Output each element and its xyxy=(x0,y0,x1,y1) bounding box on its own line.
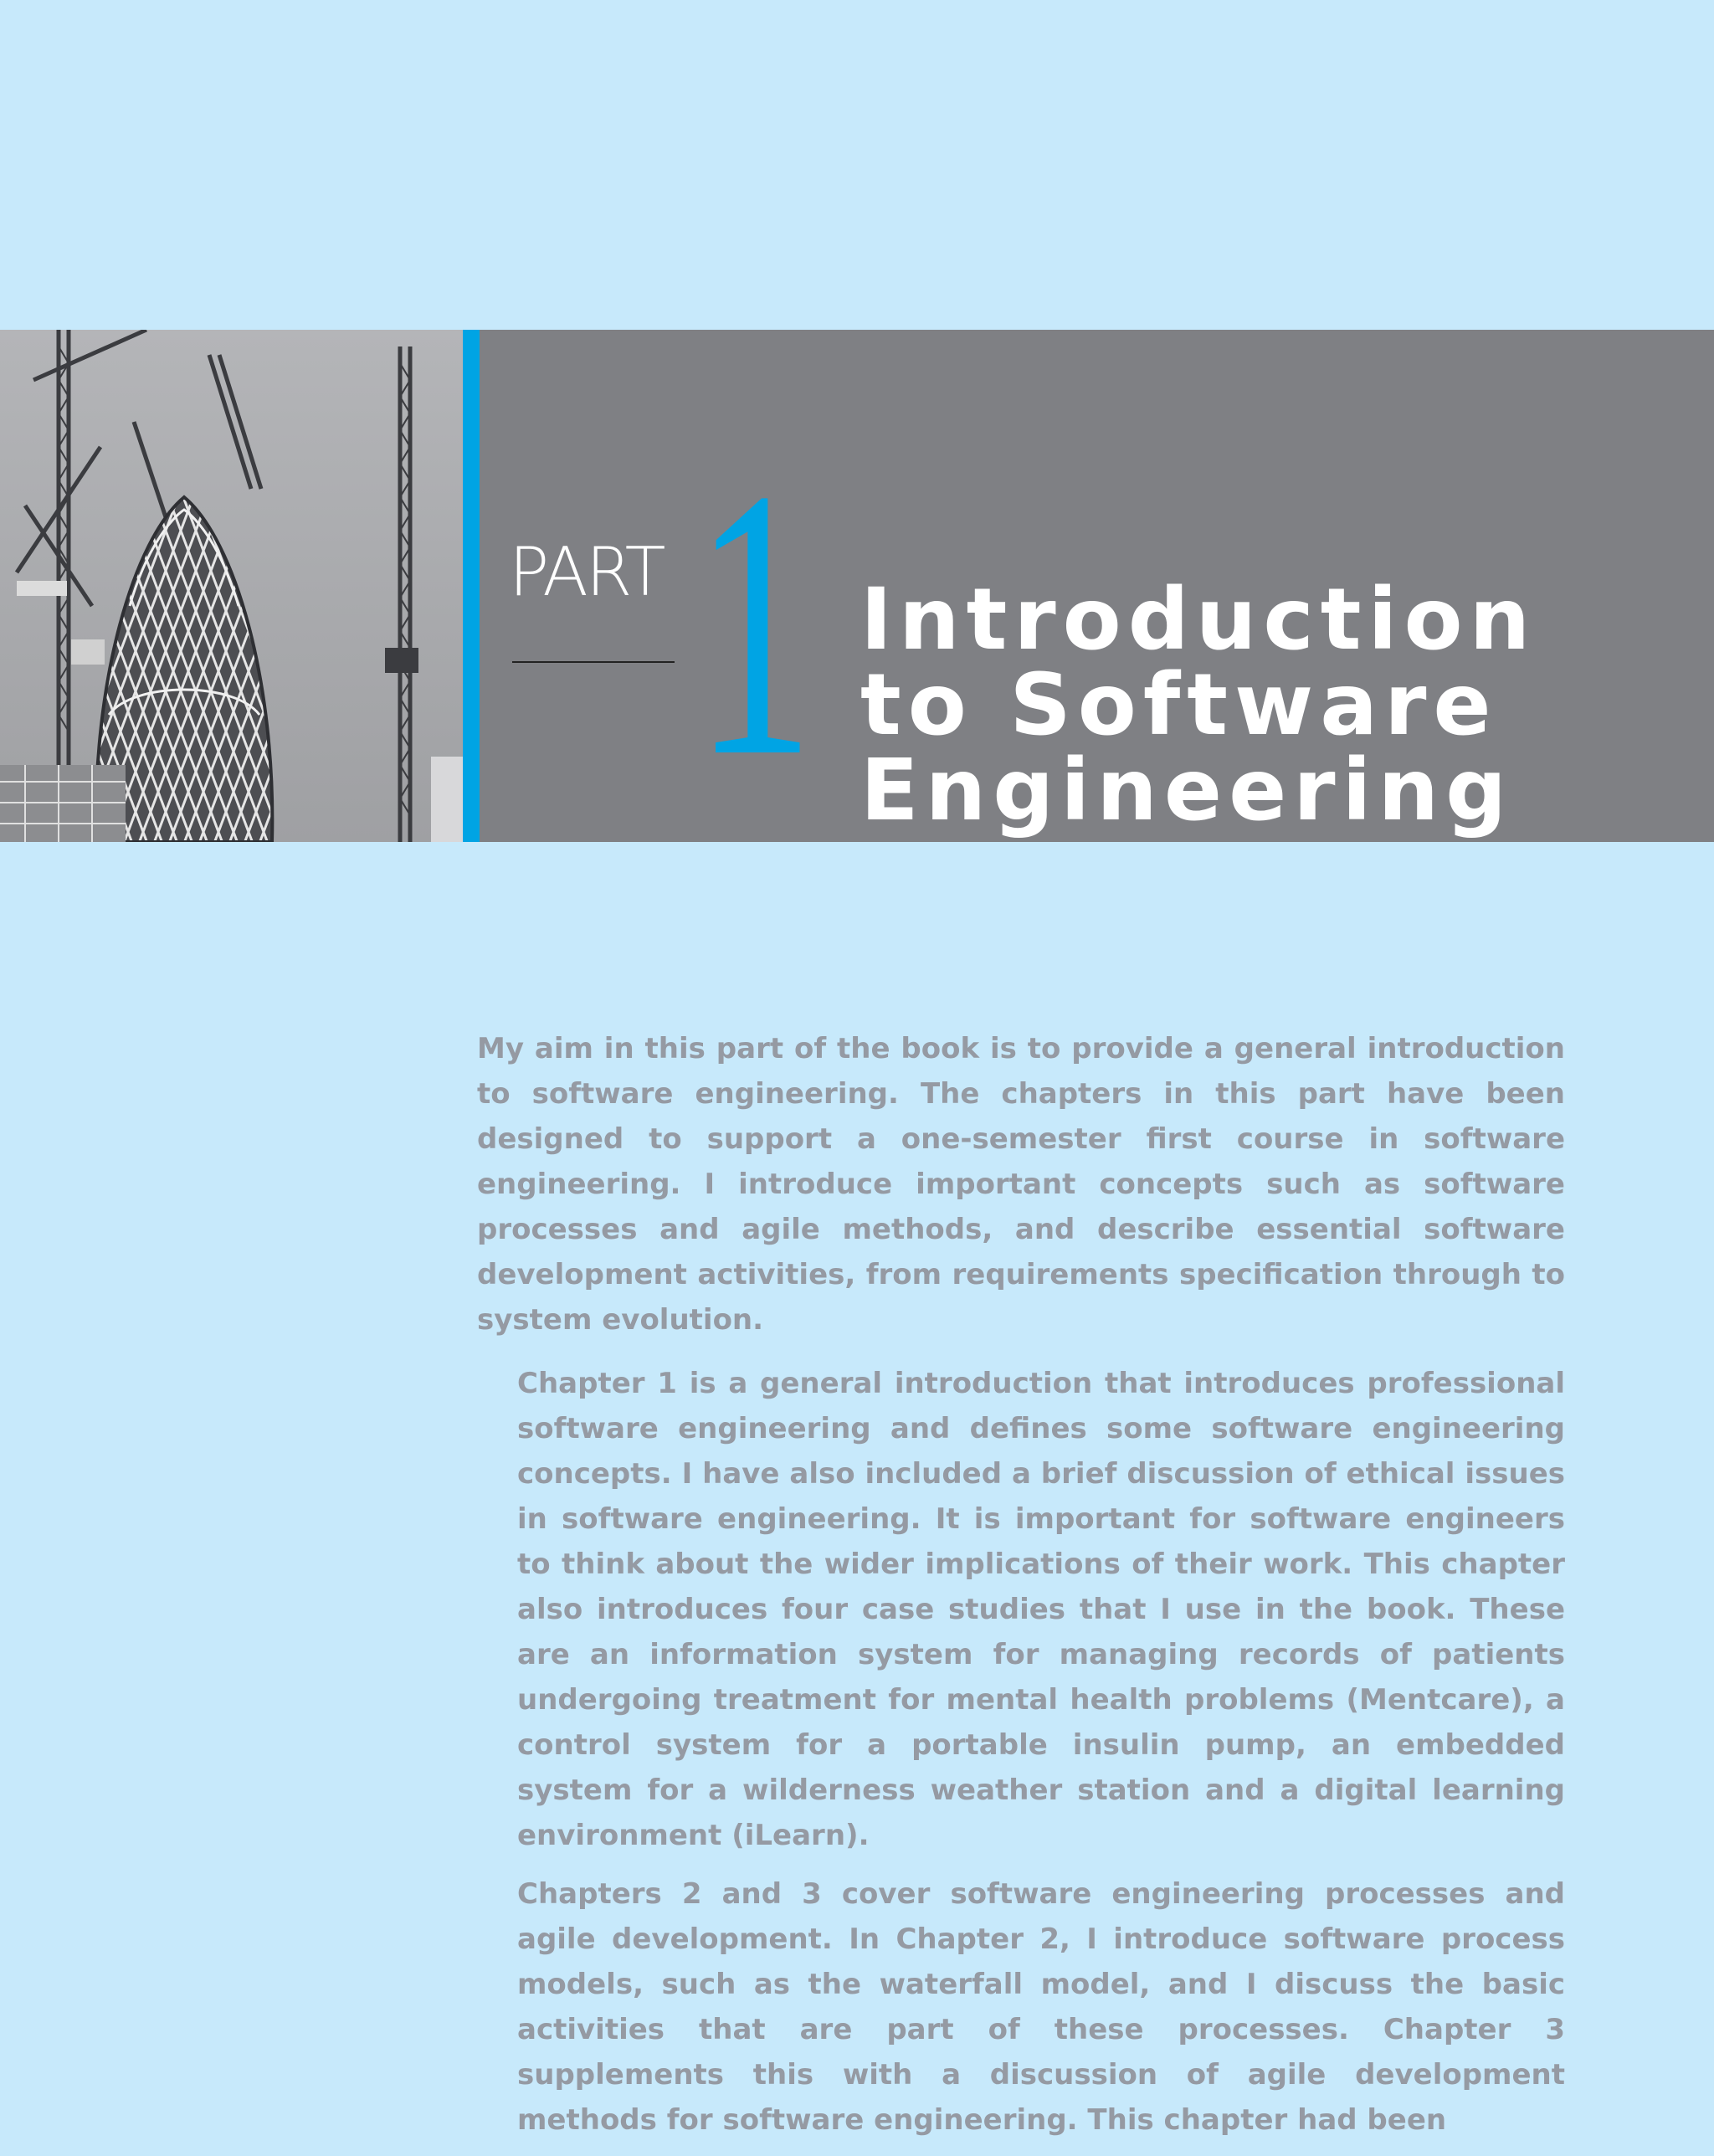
part-title xyxy=(860,570,1697,840)
part-number: 1 xyxy=(695,409,814,836)
part-label: PART xyxy=(509,533,664,611)
part-banner xyxy=(0,330,1714,842)
accent-bar xyxy=(463,330,480,842)
part-title-line: to Software xyxy=(860,655,1498,755)
body-paragraph: Chapters 2 and 3 cover software engineering processes and agile development. In Chapter 2, I introduce software process models, such as the waterfall model, and I discuss the basic activities that are part of these processes. Chapter 3 supplements this with a discussion of agile development methods for software engineering. This chapter had been xyxy=(517,1877,1565,2137)
intro-paragraph: My aim in this part of the book is to provide a general introduction to software engineering. The chapters in this part have been designed to support a one-semester first course in software engineering. I introduce important concepts such as software processes and agile methods, and describe essential software development activities, from requirements specification through to system evolution. xyxy=(477,1032,1565,1337)
construction-photo xyxy=(0,330,463,842)
part-title-line: Introduction xyxy=(860,570,1537,670)
part-introduction-text xyxy=(477,1026,1565,2156)
body-paragraph: Chapter 1 is a general introduction that introduces professional software engineering and defines some software engineering concepts. I have also included a brief discussion of ethical issues in software engineering. It is important for software engineers to think about the wider implications of their work. This chapter also introduces four case studies that I use in the book. These are an information system for managing records of patients undergoing treatment for mental health problems (Mentcare), a control system for a portable insulin pump, an embedded system for a wilderness weather station and a digital learning environment (iLearn). xyxy=(517,1367,1565,1852)
part-rule xyxy=(512,661,675,663)
part-title-line: Engineering xyxy=(860,741,1514,840)
